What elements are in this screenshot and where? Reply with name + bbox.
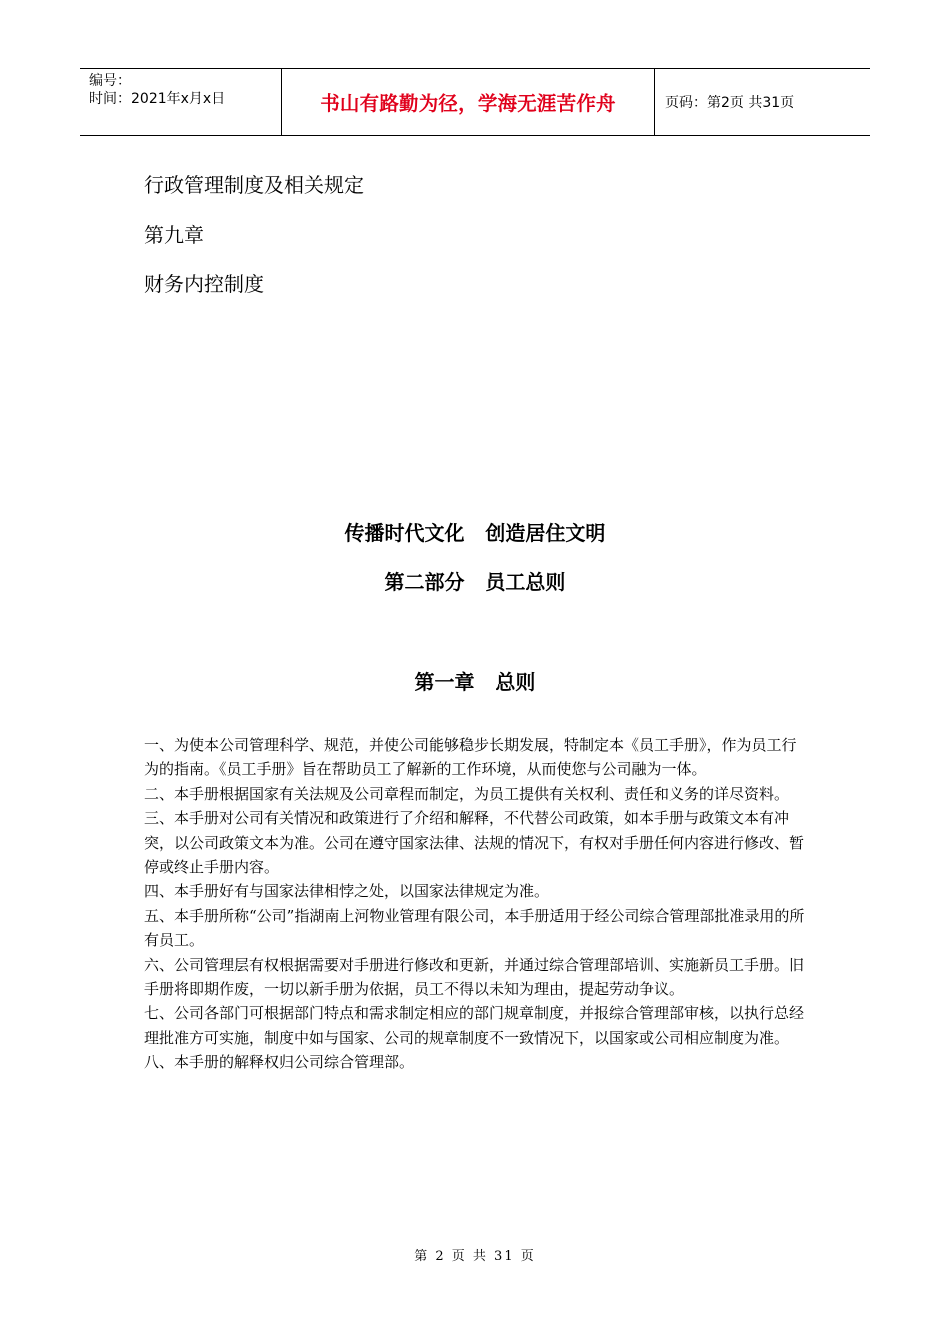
paragraph: 三、本手册对公司有关情况和政策进行了介绍和解释，不代替公司政策，如本手册与政策文本有冲突，以公司政策文本为准。公司在遵守国家法律、法规的情况下，有权对手册任何内容进行修改、暂停或终止手册内容。 <box>144 809 805 877</box>
header-meta-cell <box>80 69 282 135</box>
header-motto: 书山有路勤为径，学海无涯苦作舟 <box>282 69 655 135</box>
toc-line: 行政管理制度及相关规定 <box>144 173 364 197</box>
page-header <box>80 68 870 136</box>
chapter-title: 第一章 总则 <box>414 670 536 694</box>
document-number-label: 编号： <box>89 73 131 89</box>
part-title: 第二部分 员工总则 <box>384 570 566 594</box>
paragraph: 八、本手册的解释权归公司综合管理部。 <box>144 1053 415 1072</box>
paragraph: 五、本手册所称“公司”指湖南上河物业管理有限公司，本手册适用于经公司综合管理部批准录用的所有员工。 <box>144 906 805 950</box>
chapter-body <box>144 733 809 1075</box>
paragraph: 七、公司各部门可根据部门特点和需求制定相应的部门规章制度，并报综合管理部审核，以执行总经理批准方可实施，制度中如与国家、公司的规章制度不一致情况下，以国家或公司相应制度为准。 <box>144 1004 805 1047</box>
toc-line: 财务内控制度 <box>144 272 264 296</box>
page-footer: 第 2 页 共 31 页 <box>414 1249 536 1264</box>
paragraph: 二、本手册根据国家有关法规及公司章程而制定，为员工提供有关权利、责任和义务的详尽资料。 <box>144 784 790 803</box>
toc-line: 第九章 <box>144 223 204 247</box>
paragraph: 六、公司管理层有权根据需要对手册进行修改和更新，并通过综合管理部培训、实施新员工手册。旧手册将即期作废，一切以新手册为依据，员工不得以未知为理由，提起劳动争议。 <box>144 955 805 999</box>
paragraph: 四、本手册好有与国家法律相悖之处，以国家法律规定为准。 <box>144 882 550 901</box>
document-date-label: 时间：2021年x月x日 <box>89 91 226 107</box>
paragraph: 一、为使本公司管理科学、规范，并使公司能够稳步长期发展，特制定本《员工手册》，作为员工行为的指南。《员工手册》旨在帮助员工了解新的工作环境，从而使您与公司融为一体。 <box>144 736 797 779</box>
header-page-label: 页码：第2页 共31页 <box>665 95 795 111</box>
slogan-heading: 传播时代文化 创造居住文明 <box>344 521 606 545</box>
